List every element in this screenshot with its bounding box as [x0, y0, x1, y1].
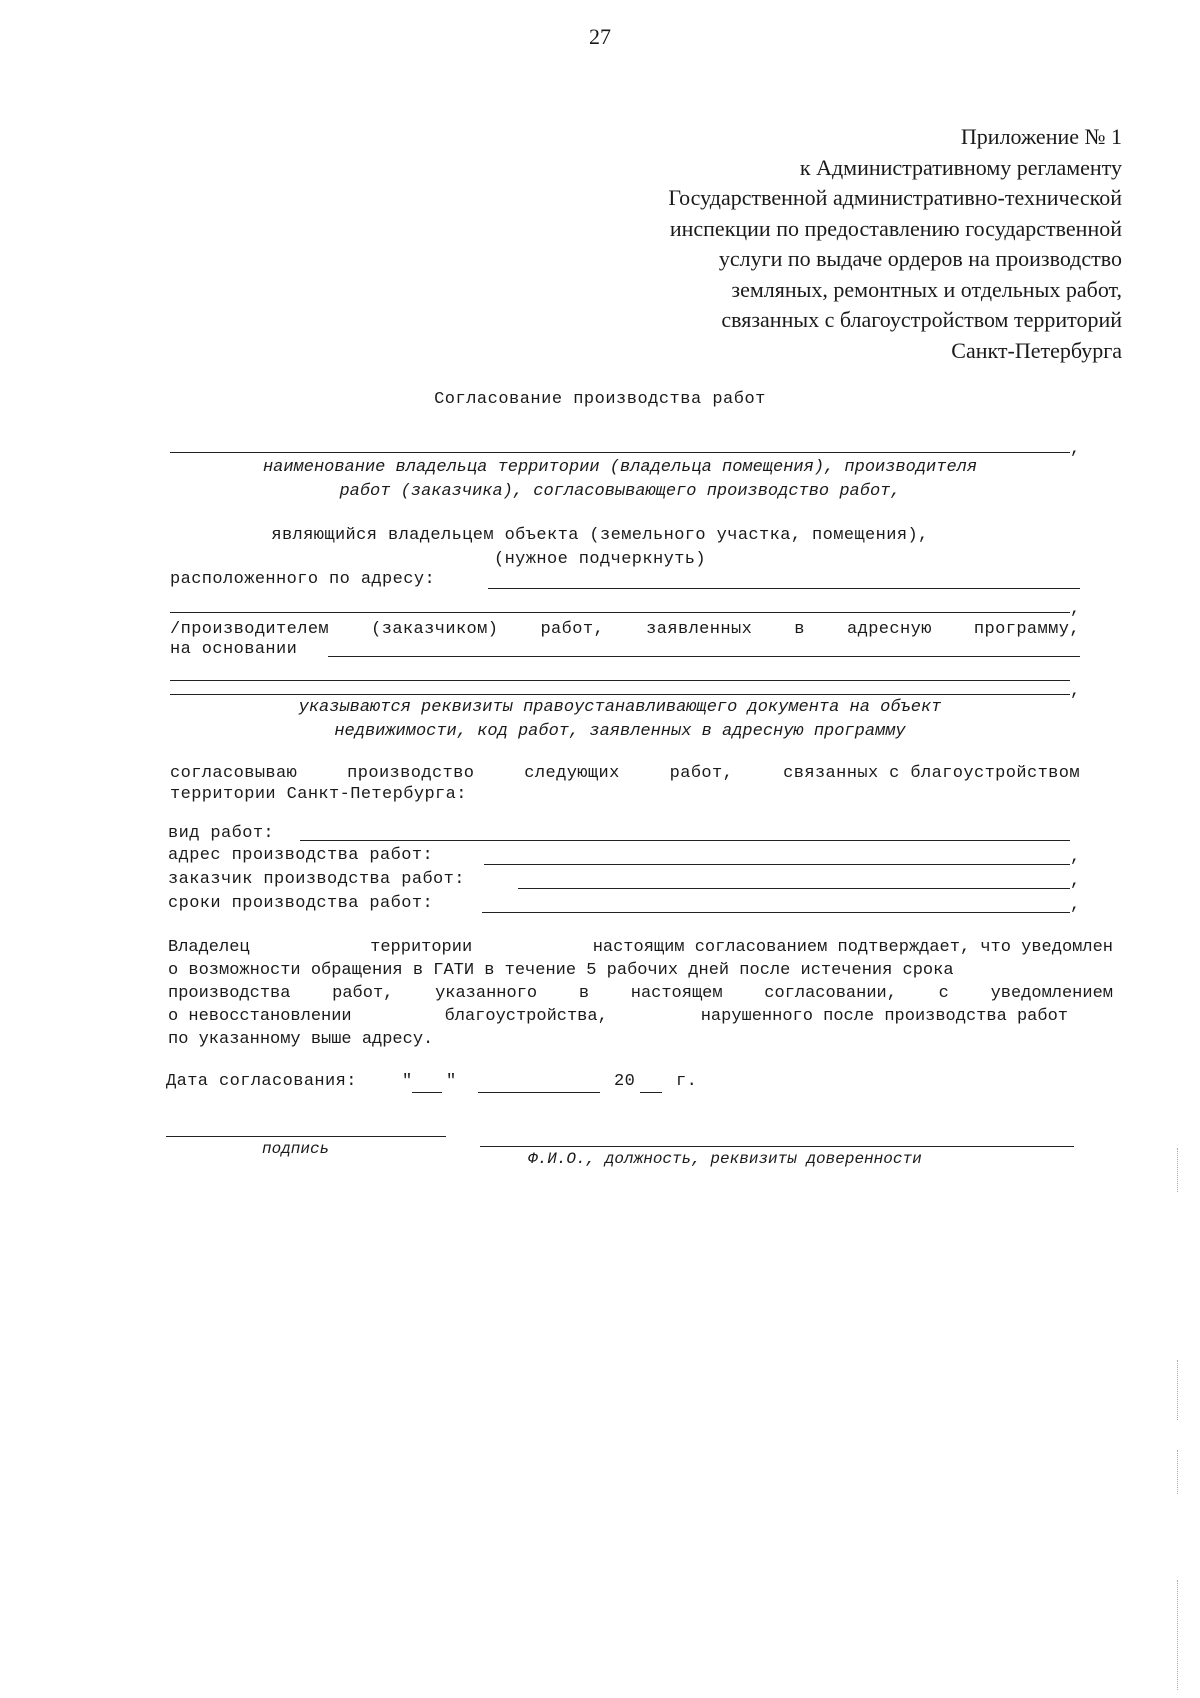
notice-row — [168, 959, 1113, 982]
appendix-line: инспекции по предоставлению государственной — [669, 215, 1122, 241]
word: настоящем — [630, 984, 723, 1003]
word: следующих — [524, 764, 620, 783]
comma: , — [1070, 440, 1081, 459]
word: в — [578, 984, 590, 1003]
scan-artifact — [1177, 1450, 1180, 1494]
word: заявленных — [646, 620, 753, 639]
period-field[interactable] — [482, 912, 1070, 913]
address-label: расположенного по адресу: — [170, 570, 436, 589]
form-title: Согласование производства работ — [434, 390, 766, 409]
scan-artifact — [1177, 1360, 1180, 1420]
word: о невосстановлении — [168, 1007, 352, 1026]
date-day-field[interactable] — [412, 1092, 442, 1093]
agreement-text-line2: территории Санкт-Петербурга: — [170, 785, 467, 804]
word: в — [794, 620, 805, 639]
comma: , — [1070, 848, 1081, 867]
basis-caption: указываются реквизиты правоустанавливающего документа на объект — [298, 698, 942, 717]
word: (заказчиком) — [371, 620, 499, 639]
owner-name-caption: работ (заказчика), согласовывающего производство работ, — [339, 482, 901, 501]
signature-caption: подпись — [262, 1140, 330, 1158]
comma: , — [1070, 600, 1081, 619]
work-type-field[interactable] — [300, 840, 1070, 841]
word: благоустройства, — [444, 1007, 608, 1026]
customer-label: заказчик производства работ: — [168, 870, 465, 889]
word: согласовываю — [170, 764, 298, 783]
word: территории — [370, 938, 473, 957]
comma: , — [1070, 896, 1081, 915]
notice-row — [168, 1028, 1113, 1051]
word: производства — [168, 984, 291, 1003]
notice-row — [168, 936, 1113, 959]
comma: , — [1070, 872, 1081, 891]
word: нарушенного после производства работ — [700, 1007, 1068, 1026]
signature-field[interactable] — [166, 1136, 446, 1137]
word: связанных с благоустройством — [783, 764, 1080, 783]
work-address-label: адрес производства работ: — [168, 846, 434, 865]
page-number: 27 — [589, 24, 611, 49]
owner-status-text: являющийся владельцем объекта (земельного участка, помещения), — [271, 526, 929, 545]
work-address-field[interactable] — [484, 864, 1070, 865]
producer-text — [170, 620, 1080, 639]
appendix-line: услуги по выдаче ордеров на производство — [718, 246, 1122, 271]
notice-row — [168, 1005, 1068, 1028]
date-year-suffix: г. — [676, 1072, 698, 1091]
word: производство — [347, 764, 475, 783]
work-type-label: вид работ: — [168, 824, 275, 843]
appendix-line: Приложение № 1 — [960, 124, 1122, 149]
appendix-line: Санкт-Петербурга — [951, 337, 1122, 363]
notice-row — [168, 982, 1113, 1005]
word: по указанному выше адресу. — [168, 1030, 434, 1049]
agreement-text — [170, 764, 1080, 783]
appendix-header — [522, 122, 1122, 366]
date-year-field[interactable] — [640, 1092, 662, 1093]
word: указанного — [435, 984, 538, 1003]
date-label: Дата согласования: — [166, 1072, 357, 1091]
basis-caption: недвижимости, код работ, заявленных в адресную программу — [334, 722, 906, 741]
word: программу, — [973, 620, 1080, 639]
customer-field[interactable] — [518, 888, 1070, 889]
basis-field[interactable] — [328, 656, 1080, 657]
comma: , — [1070, 682, 1081, 701]
word: /производителем — [170, 620, 330, 639]
appendix-line: связанных с благоустройством территорий — [721, 307, 1122, 332]
word: согласовании, — [764, 984, 897, 1003]
scan-artifact — [1177, 1580, 1180, 1690]
word: работ, — [540, 620, 605, 639]
word: работ, — [332, 984, 394, 1003]
date-month-field[interactable] — [478, 1092, 600, 1093]
word: с — [938, 984, 949, 1003]
owner-name-field[interactable] — [170, 452, 1070, 453]
name-position-field[interactable] — [480, 1146, 1074, 1147]
appendix-line: к Административному регламенту — [799, 154, 1122, 180]
appendix-line: Государственной административно-технической — [668, 185, 1122, 210]
appendix-line: земляных, ремонтных и отдельных работ, — [731, 276, 1122, 302]
address-field[interactable] — [488, 588, 1080, 589]
date-quote-open: " — [402, 1072, 413, 1091]
scan-artifact — [1177, 1148, 1180, 1192]
basis-label: на основании — [170, 640, 298, 659]
notice-paragraph — [168, 936, 1113, 1051]
basis-field-continued[interactable] — [170, 680, 1070, 681]
word: работ, — [669, 764, 734, 783]
word: адресную — [847, 620, 932, 639]
date-year-prefix: 20 — [614, 1072, 636, 1091]
name-position-caption: Ф.И.О., должность, реквизиты доверенности — [528, 1150, 922, 1168]
word: о возможности обращения в ГАТИ в течение 5 рабочих дней после истечения срока — [168, 961, 954, 980]
underline-note: (нужное подчеркнуть) — [493, 550, 707, 569]
word: уведомлением — [990, 984, 1113, 1003]
period-label: сроки производства работ: — [168, 894, 434, 913]
word: Владелец — [168, 938, 250, 957]
address-field-continued[interactable] — [170, 612, 1070, 613]
owner-name-caption: наименование владельца территории (владельца помещения), производителя — [262, 458, 978, 477]
date-quote-close: " — [446, 1072, 457, 1091]
word: настоящим согласованием подтверждает, что уведомлен — [592, 938, 1113, 957]
basis-field-continued[interactable] — [170, 694, 1070, 695]
